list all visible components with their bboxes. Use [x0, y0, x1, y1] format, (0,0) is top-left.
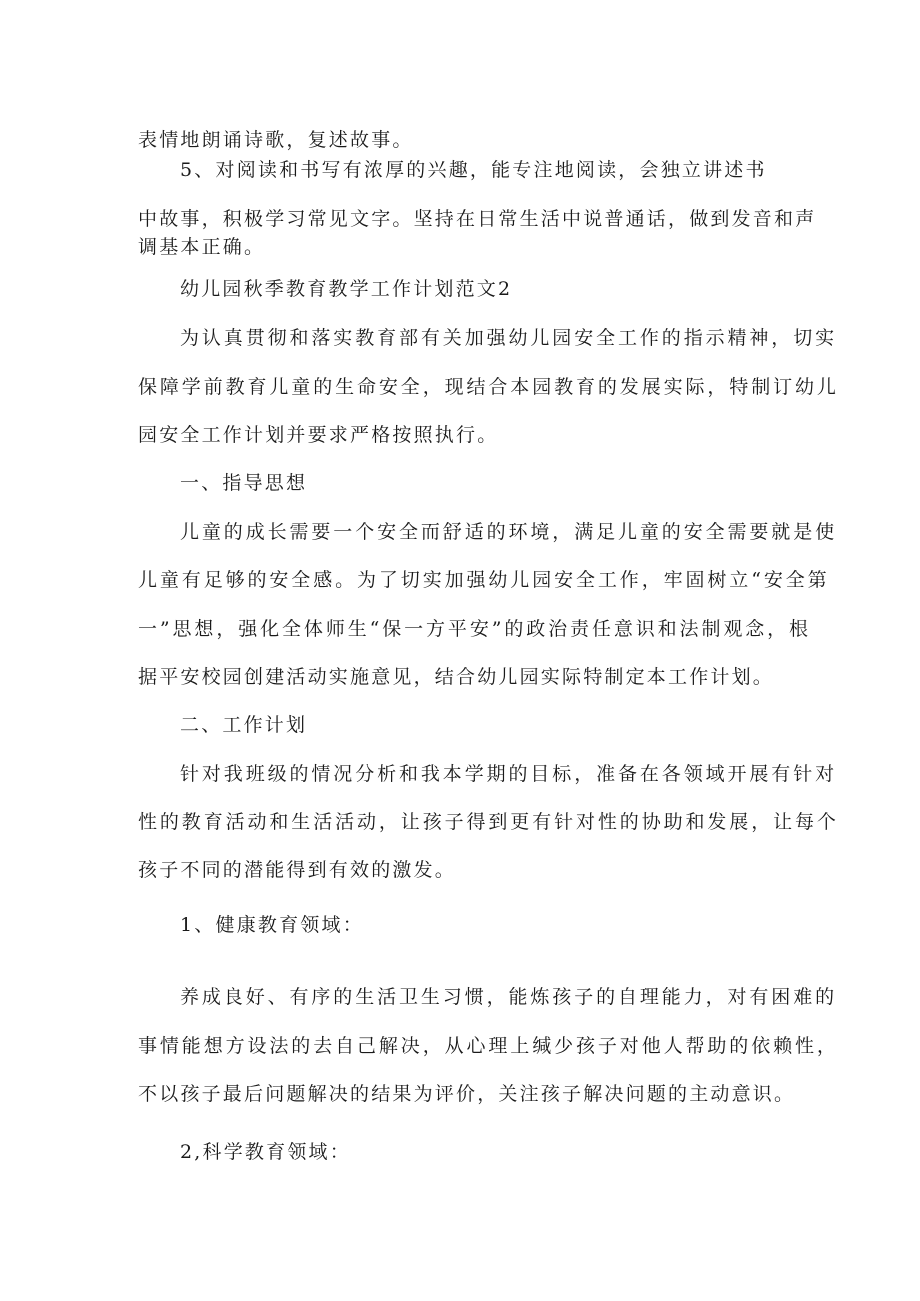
paragraph-line: 调基本正确。 [138, 236, 266, 258]
paragraph-line: 一”思想，强化全体师生“保一方平安”的政治责任意识和法制观念，根 [138, 618, 811, 640]
paragraph-line: 不以孩子最后问题解决的结果为评价，关注孩子解决问题的主动意识。 [138, 1083, 796, 1105]
paragraph-line: 为认真贯彻和落实教育部有关加强幼儿园安全工作的指示精神，切实 [180, 327, 838, 349]
paragraph-line: 5、对阅读和书写有浓厚的兴趣，能专注地阅读，会独立讲述书 [180, 159, 767, 181]
subheading-health: 1、健康教育领域： [180, 914, 364, 936]
paragraph-line: 园安全工作计划并要求严格按照执行。 [138, 424, 499, 446]
paragraph-line: 表情地朗诵诗歌，复述故事。 [138, 129, 414, 151]
heading-work-plan: 二、工作计划 [180, 714, 308, 736]
paragraph-line: 针对我班级的情况分析和我本学期的目标，准备在各领域开展有针对 [180, 763, 838, 785]
subheading-science: 2,科学教育领域： [180, 1141, 351, 1163]
paragraph-line: 中故事，积极学习常见文字。坚持在日常生活中说普通话，做到发音和声 [138, 208, 817, 230]
paragraph-line: 养成良好、有序的生活卫生习惯，能炼孩子的自理能力，对有困难的 [180, 986, 838, 1008]
paragraph-line: 据平安校园创建活动实施意见，结合幼儿园实际特制定本工作计划。 [138, 666, 775, 688]
section-title: 幼儿园秋季教育教学工作计划范文2 [180, 278, 513, 300]
paragraph-line: 孩子不同的潜能得到有效的激发。 [138, 859, 457, 881]
heading-guiding-thought: 一、指导思想 [180, 472, 308, 494]
paragraph-line: 儿童有足够的安全感。为了切实加强幼儿园安全工作，牢固树立“安全第 [138, 569, 830, 591]
paragraph-line: 事情能想方设法的去自己解决，从心理上缄少孩子对他人帮助的依赖性， [138, 1035, 839, 1057]
paragraph-line: 儿童的成长需要一个安全而舒适的环境，满足儿童的安全需要就是使 [180, 521, 838, 543]
paragraph-line: 保障学前教育儿童的生命安全，现结合本园教育的发展实际，特制订幼儿 [138, 376, 839, 398]
paragraph-line: 性的教育活动和生活活动，让孩子得到更有针对性的协助和发展，让每个 [138, 811, 839, 833]
